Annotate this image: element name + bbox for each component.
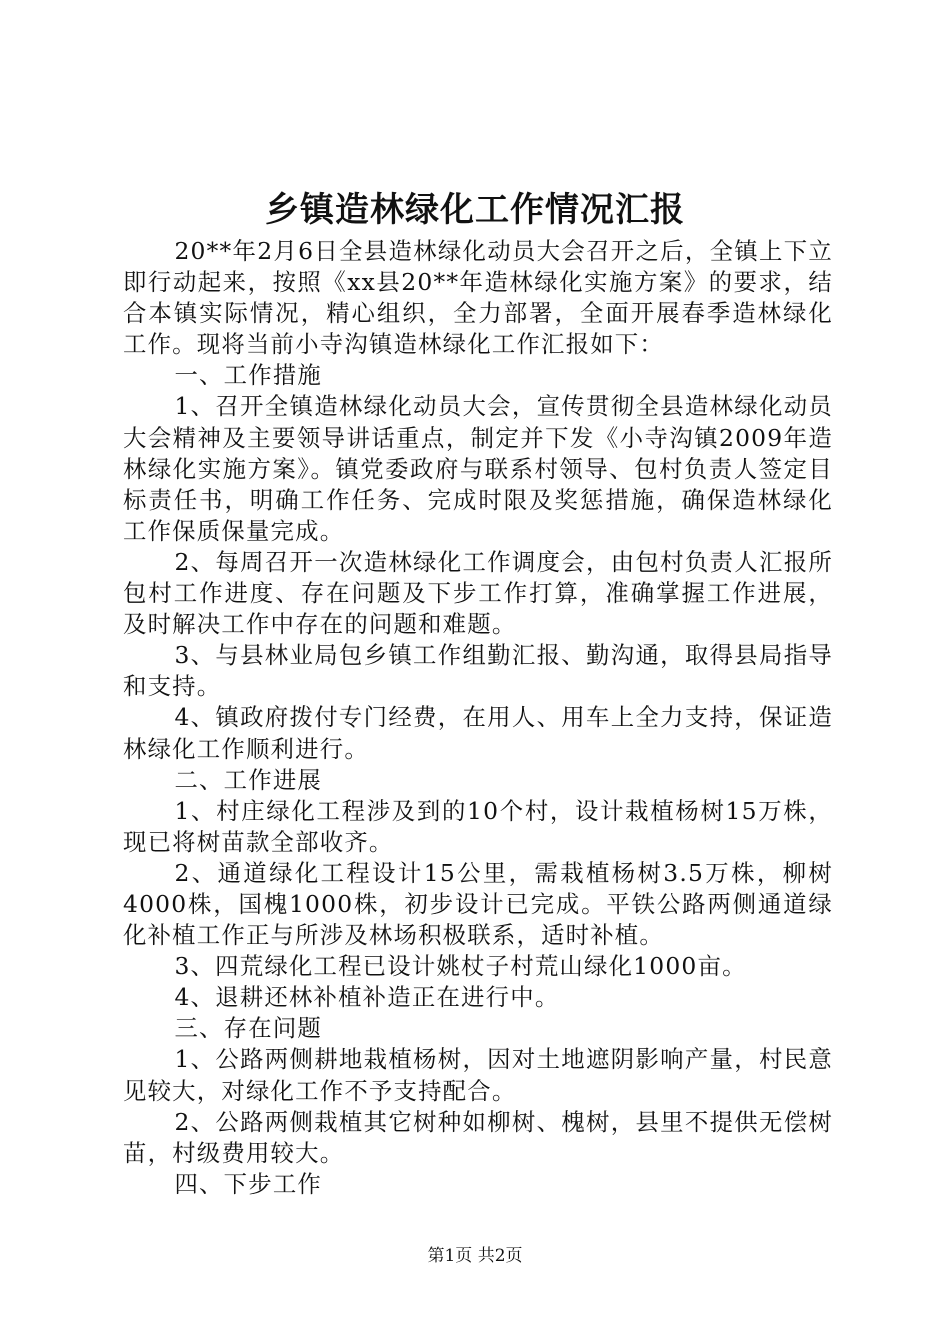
body-paragraph: 1、公路两侧耕地栽植杨树，因对土地遮阴影响产量，村民意见较大，对绿化工作不予支持配合。 — [123, 1045, 833, 1105]
section-heading: 一、工作措施 — [174, 361, 323, 390]
body-paragraph: 2、通道绿化工程设计15公里，需栽植杨树3.5万株，柳树4000株，国槐1000株，初步设计已完成。平铁公路两侧通道绿化补植工作正与所涉及林场积极联系，适时补植。 — [123, 858, 833, 950]
body-paragraph: 2、每周召开一次造林绿化工作调度会，由包村负责人汇报所包村工作进度、存在问题及下步工作打算，准确掌握工作进展，及时解决工作中存在的问题和难题。 — [123, 547, 833, 639]
body-paragraph: 1、村庄绿化工程涉及到的10个村，设计栽植杨树15万株，现已将树苗款全部收齐。 — [123, 796, 833, 856]
body-paragraph: 4、镇政府拨付专门经费，在用人、用车上全力支持，保证造林绿化工作顺利进行。 — [123, 703, 833, 763]
document-title: 乡镇造林绿化工作情况汇报 — [265, 190, 685, 230]
body-paragraph: 3、四荒绿化工程已设计姚杖子村荒山绿化1000亩。 — [174, 952, 747, 981]
body-paragraph: 2、公路两侧栽植其它树种如柳树、槐树，县里不提供无偿树苗，村级费用较大。 — [123, 1107, 833, 1167]
body-paragraph: 3、与县林业局包乡镇工作组勤汇报、勤沟通，取得县局指导和支持。 — [123, 641, 833, 701]
section-heading: 四、下步工作 — [174, 1169, 323, 1198]
section-heading: 二、工作进展 — [174, 765, 323, 794]
document-body — [123, 236, 833, 1200]
body-paragraph: 1、召开全镇造林绿化动员大会，宣传贯彻全县造林绿化动员大会精神及主要领导讲话重点，制定并下发《小寺沟镇2009年造林绿化实施方案》。镇党委政府与联系村领导、包村负责人签定目标责任书，明确工作任务、完成时限及奖惩措施，确保造林绿化工作保质保量完成。 — [123, 392, 833, 545]
page-footer: 第1页 共2页 — [427, 1246, 523, 1266]
body-paragraph: 4、退耕还林补植补造正在进行中。 — [174, 983, 560, 1012]
section-heading: 三、存在问题 — [174, 1014, 323, 1043]
intro-paragraph: 20**年2月6日全县造林绿化动员大会召开之后，全镇上下立即行动起来，按照《xx县20**年造林绿化实施方案》的要求，结合本镇实际情况，精心组织，全力部署，全面开展春季造林绿化工作。现将当前小寺沟镇造林绿化工作汇报如下： — [123, 237, 833, 359]
